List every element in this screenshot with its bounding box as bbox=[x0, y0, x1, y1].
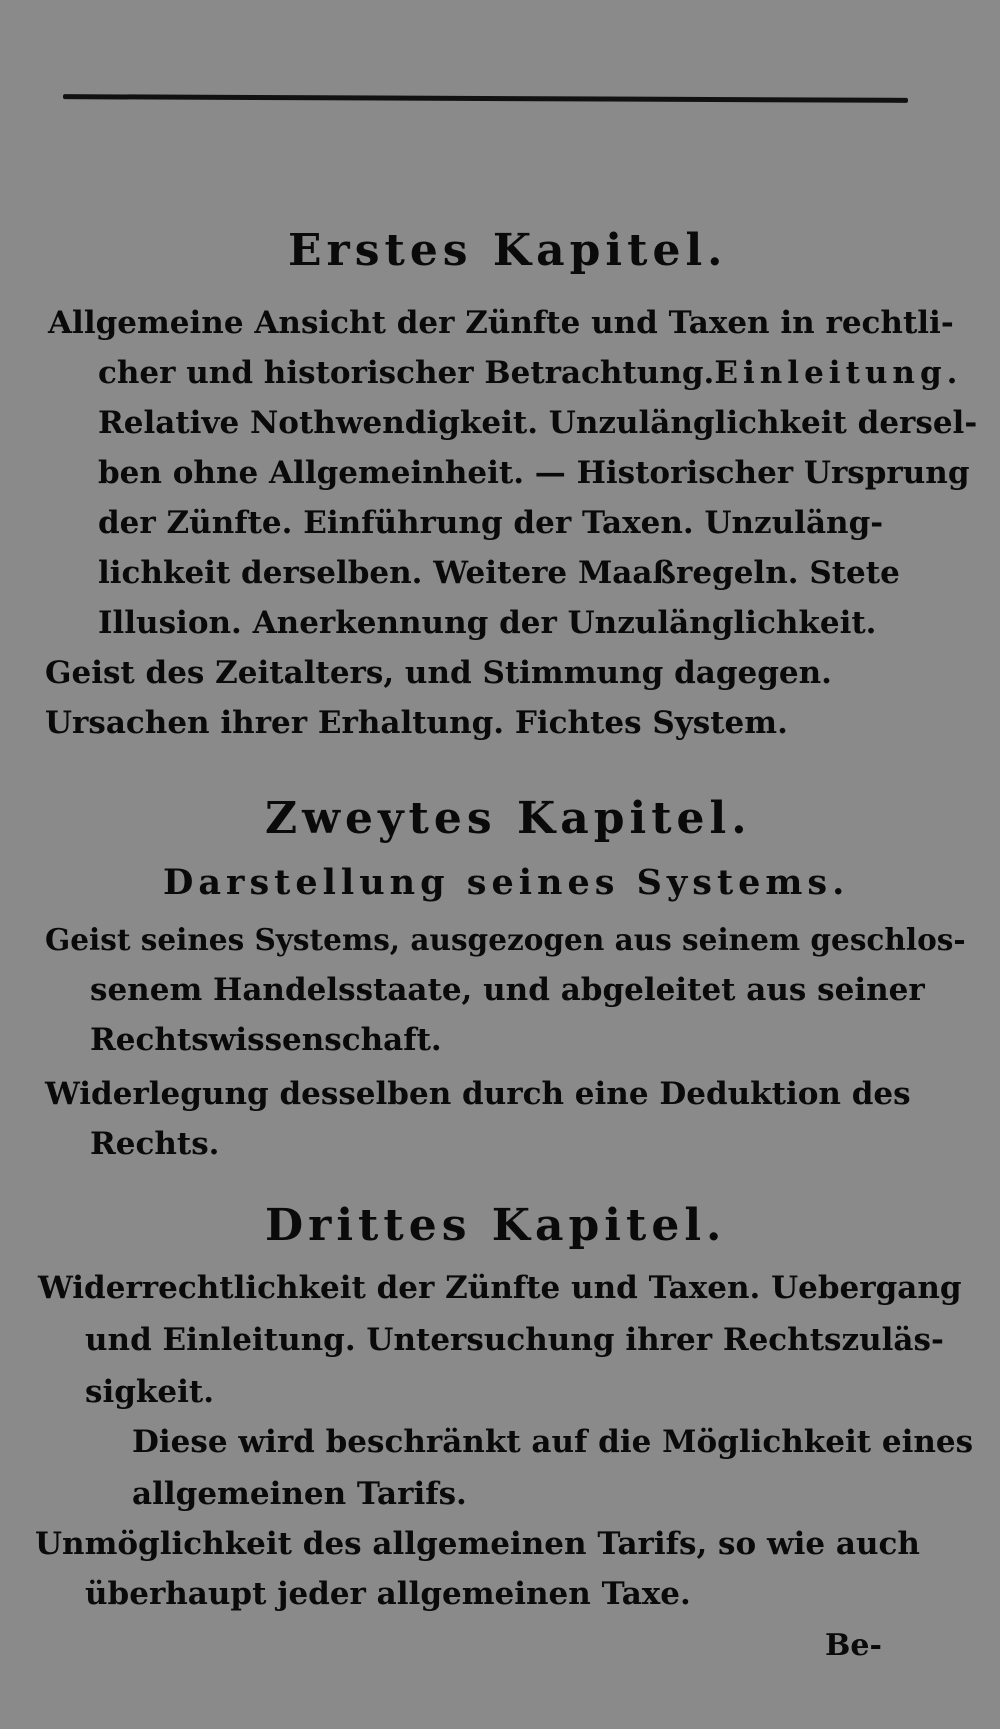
chapter-2-subheading: Darstellung seines Systems. bbox=[163, 862, 850, 903]
chapter-2-line-2: senem Handelsstaate, und abgeleitet aus seiner bbox=[90, 972, 925, 1008]
chapter-1-heading: Erstes Kapitel. bbox=[288, 225, 728, 276]
chapter-1-line-7: Illusion. Anerkennung der Unzulänglichkeit. bbox=[98, 605, 877, 641]
chapter-1-line-6: lichkeit derselben. Weitere Maaßregeln. Stete bbox=[98, 555, 900, 591]
chapter-3-line-5: allgemeinen Tarifs. bbox=[132, 1476, 467, 1512]
chapter-1-line-9: Ursachen ihrer Erhaltung. Fichtes System. bbox=[45, 705, 788, 741]
chapter-1-line-2-text: cher und historischer Betrachtung. bbox=[98, 355, 715, 391]
chapter-3-line-7: überhaupt jeder allgemeinen Taxe. bbox=[85, 1576, 691, 1612]
chapter-2-line-1: Geist seines Systems, ausgezogen aus seinem geschlos- bbox=[45, 922, 966, 957]
chapter-1-line-5: der Zünfte. Einführung der Taxen. Unzuläng- bbox=[98, 505, 884, 541]
chapter-2-line-3: Rechtswissenschaft. bbox=[90, 1022, 442, 1058]
chapter-3-line-3: sigkeit. bbox=[85, 1374, 214, 1410]
chapter-1-line-2-einleitung: Einleitung. bbox=[714, 355, 963, 391]
top-rule bbox=[63, 94, 908, 103]
chapter-3-line-4: Diese wird beschränkt auf die Möglichkeit eines bbox=[132, 1424, 974, 1460]
chapter-1-line-4: ben ohne Allgemeinheit. — Historischer Ursprung bbox=[98, 455, 970, 491]
chapter-1-line-2 bbox=[98, 355, 963, 391]
chapter-3-line-2: und Einleitung. Untersuchung ihrer Rechtszuläs- bbox=[85, 1322, 944, 1358]
chapter-2-heading: Zweytes Kapitel. bbox=[265, 793, 752, 844]
chapter-1-line-3: Relative Nothwendigkeit. Unzulänglichkeit dersel- bbox=[98, 405, 978, 441]
chapter-3-line-1: Widerrechtlichkeit der Zünfte und Taxen. Uebergang bbox=[38, 1270, 962, 1306]
chapter-1-line-1: Allgemeine Ansicht der Zünfte und Taxen in rechtli- bbox=[48, 305, 954, 341]
chapter-3-heading: Drittes Kapitel. bbox=[265, 1200, 727, 1251]
chapter-2-line-5: Rechts. bbox=[90, 1126, 220, 1162]
chapter-1-line-8: Geist des Zeitalters, und Stimmung dagegen. bbox=[45, 655, 832, 691]
chapter-3-line-6: Unmöglichkeit des allgemeinen Tarifs, so wie auch bbox=[35, 1526, 920, 1562]
catchword: Be- bbox=[825, 1628, 882, 1663]
chapter-2-line-4: Widerlegung desselben durch eine Deduktion des bbox=[45, 1076, 911, 1112]
